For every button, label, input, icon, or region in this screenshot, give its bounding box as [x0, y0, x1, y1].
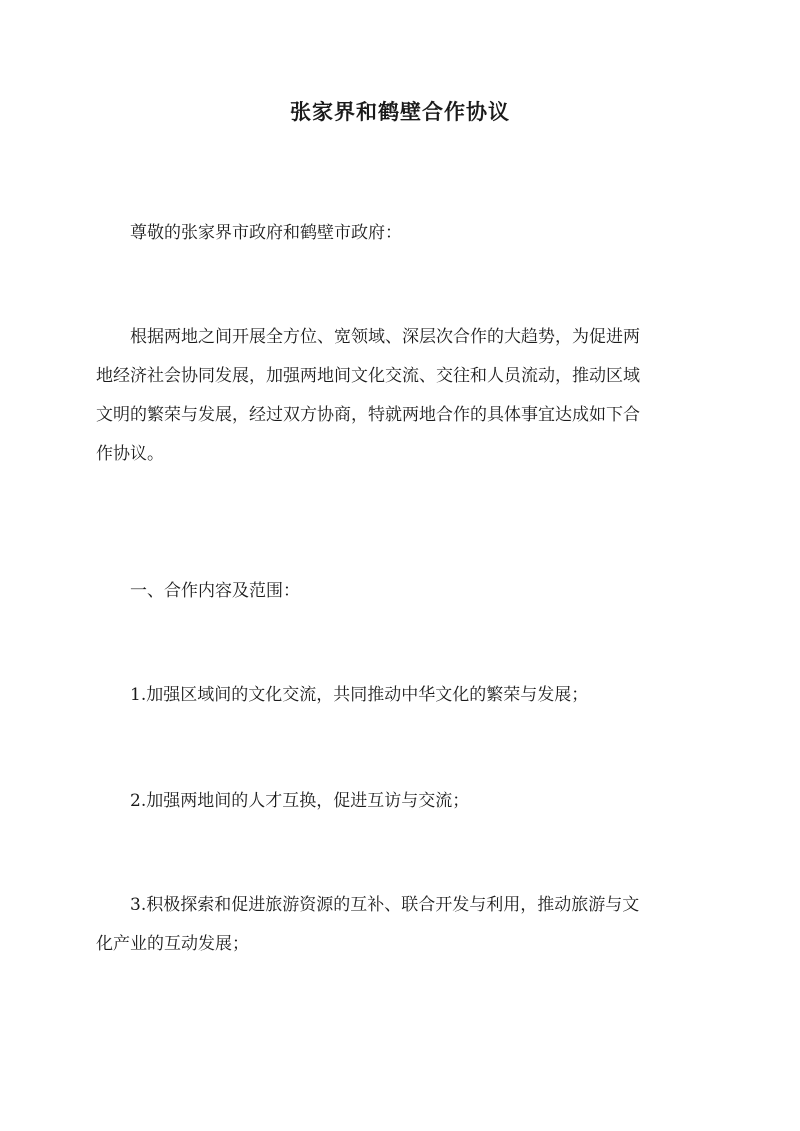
document-title: 张家界和鹤壁合作协议 [290, 99, 510, 124]
intro-line: 地经济社会协同发展，加强两地间文化交流、交往和人员流动，推动区域 [96, 366, 640, 386]
salutation [96, 214, 704, 253]
intro-line: 文明的繁荣与发展，经过双方协商，特就两地合作的具体事宜达成如下合 [96, 405, 640, 425]
intro-line: 根据两地之间开展全方位、宽领域、深层次合作的大趋势，为促进两 [130, 327, 640, 347]
list-item-line: 2.加强两地间的人才互换，促进互访与交流； [130, 791, 470, 811]
list-item-line: 化产业的互动发展； [96, 934, 249, 954]
list-item-line: 1.加强区域间的文化交流，共同推动中华文化的繁荣与发展； [130, 685, 589, 705]
salutation-text: 尊敬的张家界市政府和鹤壁市政府： [130, 223, 402, 243]
list-item-line: 3.积极探索和促进旅游资源的互补、联合开发与利用，推动旅游与文 [130, 895, 640, 915]
list-item [96, 676, 704, 715]
section-heading [96, 572, 704, 611]
list-item [96, 886, 704, 964]
intro-line: 作协议。 [96, 444, 164, 464]
section-heading-text: 一、合作内容及范围： [130, 581, 300, 601]
list-item [96, 782, 704, 821]
intro-paragraph [96, 318, 704, 474]
